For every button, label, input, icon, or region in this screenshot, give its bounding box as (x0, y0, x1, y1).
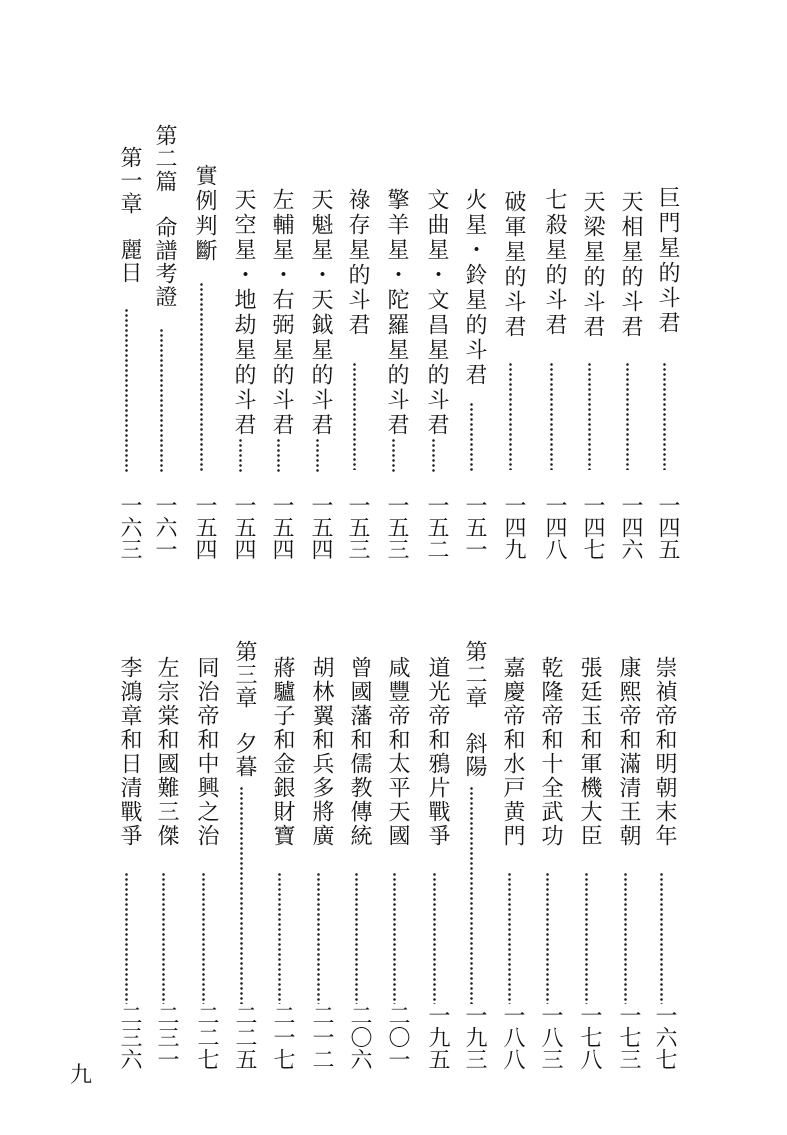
toc-entry-title: 實例判斷 (192, 164, 217, 264)
toc-entry-page: 一五三 (384, 494, 409, 560)
toc-entry-page: 二〇六 (347, 1004, 372, 1070)
toc-entry-page: 一五三 (345, 494, 370, 560)
toc-entry-title: 曾國藩和儒教傳統 (347, 656, 372, 848)
toc-entry-title: 文曲星・文昌星的斗君 (424, 188, 449, 438)
toc-entry-page: 一六七 (652, 1004, 677, 1070)
toc-entry-page: 二二七 (194, 1004, 219, 1070)
page-number: 九 (70, 1063, 93, 1088)
toc-entry-title: 天梁星的斗君 (580, 190, 605, 340)
toc-entry-page: 一七三 (616, 1004, 641, 1070)
toc-entry-title: 道光帝和鴉片戰爭 (425, 656, 450, 848)
toc-entry-page: 一六一 (152, 494, 177, 560)
toc-entry-page: 一五四 (269, 494, 294, 560)
toc-entry-title: 左輔星・右弼星的斗君 (269, 188, 294, 438)
toc-entry-page: 一四七 (580, 494, 605, 560)
toc-entry-title: 張廷玉和軍機大臣 (577, 656, 602, 848)
toc-entry-page: 一五四 (308, 494, 333, 560)
toc-entry-title: 第二章 斜陽 (462, 640, 487, 778)
toc-entry-page: 二一二 (309, 1004, 334, 1070)
toc-entry-title: 乾隆帝和十全武功 (538, 656, 563, 848)
toc-entry-title: 康熙帝和滿清王朝 (616, 656, 641, 848)
toc-entry-title: 左宗棠和國難三傑 (154, 656, 179, 848)
toc-entry-title: 天空星・地劫星的斗君 (231, 188, 256, 438)
toc-entry-title: 破軍星的斗君 (501, 190, 526, 340)
toc-entry-page: 二三六 (117, 1004, 142, 1070)
toc-entry-title: 嘉慶帝和水戸黄門 (500, 656, 525, 848)
toc-entry-title: 崇禎帝和明朝末年 (652, 656, 677, 848)
toc-entry-title: 第三章 夕暮 (232, 640, 257, 778)
toc-entry-page: 一九三 (462, 1004, 487, 1070)
toc-entry-page: 二〇一 (385, 1004, 410, 1070)
toc-entry-title: 七殺星的斗君 (542, 188, 567, 338)
toc-entry-title: 火星・鈴星的斗君 (462, 188, 487, 388)
toc-entry-page: 一四五 (655, 494, 680, 560)
toc-entry-page: 一九五 (425, 1004, 450, 1070)
toc-entry-page: 一八八 (500, 1004, 525, 1070)
toc-entry-page: 一五一 (462, 494, 487, 560)
toc-entry-title: 同治帝和中興之治 (194, 656, 219, 848)
toc-entry-page: 一五二 (424, 494, 449, 560)
toc-entry-title: 蔣驢子和金銀財寶 (270, 656, 295, 848)
toc-entry-title: 巨門星的斗君 (655, 186, 680, 336)
toc-entry-page: 一四六 (618, 494, 643, 560)
toc-entry-page: 一五四 (192, 494, 217, 560)
toc-entry-title: 第二篇 命譜考證 (152, 124, 177, 308)
toc-entry-title: 第一章 麗日 (117, 146, 142, 284)
toc-entry-page: 一七八 (577, 1004, 602, 1070)
toc-entry-page: 一五四 (231, 494, 256, 560)
toc-entry-page: 一四九 (501, 494, 526, 560)
toc-entry-title: 咸豐帝和太平天國 (385, 656, 410, 848)
toc-entry-title: 擎羊星・陀羅星的斗君 (384, 188, 409, 438)
toc-entry-title: 天相星的斗君 (618, 190, 643, 340)
toc-entry-title: 天魁星・天鉞星的斗君 (308, 188, 333, 438)
toc-entry-page: 一八三 (538, 1004, 563, 1070)
toc-entry-title: 李鴻章和日清戰爭 (117, 656, 142, 848)
toc-entry-title: 祿存星的斗君 (345, 188, 370, 338)
toc-entry-page: 二二五 (232, 1004, 257, 1070)
toc-entry-title: 胡林翼和兵多將廣 (309, 656, 334, 848)
toc-entry-page: 一四八 (542, 494, 567, 560)
toc-entry-page: 二三一 (154, 1004, 179, 1070)
toc-entry-page: 一六三 (117, 494, 142, 560)
toc-entry-page: 二一七 (270, 1004, 295, 1070)
